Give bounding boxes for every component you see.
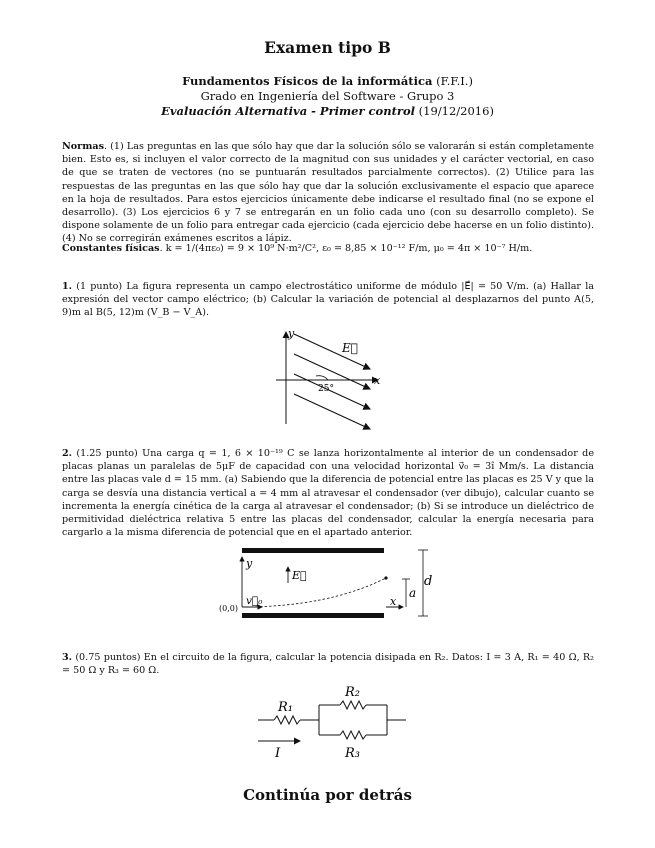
field-line [294,394,370,429]
constants-paragraph [62,242,594,255]
question-2 [62,447,594,539]
angle-arc [316,376,328,380]
evaluation-title: Evaluación Alternativa - Primer control [161,104,416,118]
question-3-number: 3. [62,652,73,663]
degree-line: Grado en Ingeniería del Software - Grupo 3 [200,89,455,103]
y-axis-label: y [246,557,253,570]
d-label: d [424,574,433,589]
resistor-r2 [340,701,366,709]
current-label: I [275,746,281,761]
question-1-text: (1 punto) La figura representa un campo electrostático uniforme de módulo |E⃗| = 50 V/m. (a) Hallar la expresión del vector campo eléctrico; (b) Calcular la variación de potencial al desplazarnos del punto A(5, 9)m al B(5, 12)m (V_B − V_A). [62,281,594,319]
resistor-r1 [274,716,300,724]
question-3-text: (0.75 puntos) En el circuito de la figura, calcular la potencia disipada en R₂. Datos: I = 3 A, R₁ = 40 Ω, R₂ = 50 Ω y R₃ = 60 Ω. [62,652,594,677]
field-label: E⃗ [292,569,307,582]
bottom-plate [242,613,384,618]
field-label: E⃗ [342,341,358,355]
question-1-number: 1. [62,281,73,292]
top-plate [242,548,384,553]
angle-label: 25° [318,384,334,394]
y-axis-label: y [288,327,295,340]
course-name: Fundamentos Físicos de la informática [182,74,433,88]
exam-title: Examen tipo B [264,38,391,57]
x-label: x [390,595,397,608]
resistor-r3 [340,731,366,739]
a-label: a [409,586,417,600]
figure-circuit [252,683,412,763]
continue-note: Continúa por detrás [243,786,412,804]
figure-electric-field [272,324,392,434]
question-3 [62,651,594,677]
r1-label: R₁ [278,700,293,715]
x-axis-label: x [374,374,381,387]
course-abbr: (F.F.I.) [432,74,473,88]
course-name-line [0,74,655,89]
question-1 [62,280,594,320]
question-2-number: 2. [62,448,73,459]
evaluation-line [0,104,655,119]
r2-label: R₂ [345,685,360,700]
normas-paragraph [62,140,594,246]
field-line [294,334,370,369]
normas-text: . (1) Las preguntas en las que sólo hay que dar la solución sólo se valorarán si están completamente bien. Esto es, si incluyen el valor correcto de la magnitud con sus unidades y el carácter vectorial, en caso de que se traten de vectores (no se puntuarán resultados parcialmente correctos). (2) Utilice para las respuestas de las preguntas en las que sólo hay que dar la solución exclusivamente el espacio que aparece en la hoja de resultados. Para estos ejercicios únicamente debe indicarse el resultado final (no se expone el desarrollo). (3) Los ejercicios 6 y 7 se entregarán en un folio cada uno (con su desarrollo completo). Se dispone solamente de un folio para entregar cada ejercicio (cada ejercicio debe hacerse en un folio distinto). (4) No se corregirán exámenes escritos a lápiz. [62,141,594,245]
r3-label: R₃ [345,746,360,761]
exit-point [384,576,387,579]
constants-text: . k = 1/(4πε₀) = 9 × 10⁹ N·m²/C², ε₀ = 8,85 × 10⁻¹² F/m, μ₀ = 4π × 10⁻⁷ H/m. [159,243,533,254]
question-2-text: (1.25 punto) Una carga q = 1, 6 × 10⁻¹⁹ C se lanza horizontalmente al interior de un condensador de placas planas un paralelas de 5μF de capacidad con una velocidad horizontal v⃗₀ = 3î Mm/s. La distancia entre las placas vale d = 15 mm. (a) Sabiendo que la diferencia de potencial entre las placas es 25 V y que la carga se desvía una distancia vertical a = 4 mm al atravesar el condensador (ver dibujo), calcular cuanto se incrementa la energía cinética de la carga al atravesar el condensador; (b) Si se introduce un dieléctrico de permitividad dieléctrica relativa 5 entre las placas del condensador, calcular la energía necesaria para cargarlo a la misma diferencia de potencial que en el apartado anterior. [62,448,594,539]
constants-label: Constantes físicas [62,243,160,254]
velocity-label: v⃗₀ [246,595,263,607]
normas-label: Normas [62,141,104,152]
trajectory [242,578,386,607]
figure-capacitor [218,545,438,625]
evaluation-date: (19/12/2016) [415,104,494,118]
origin-label: (0,0) [219,604,238,613]
